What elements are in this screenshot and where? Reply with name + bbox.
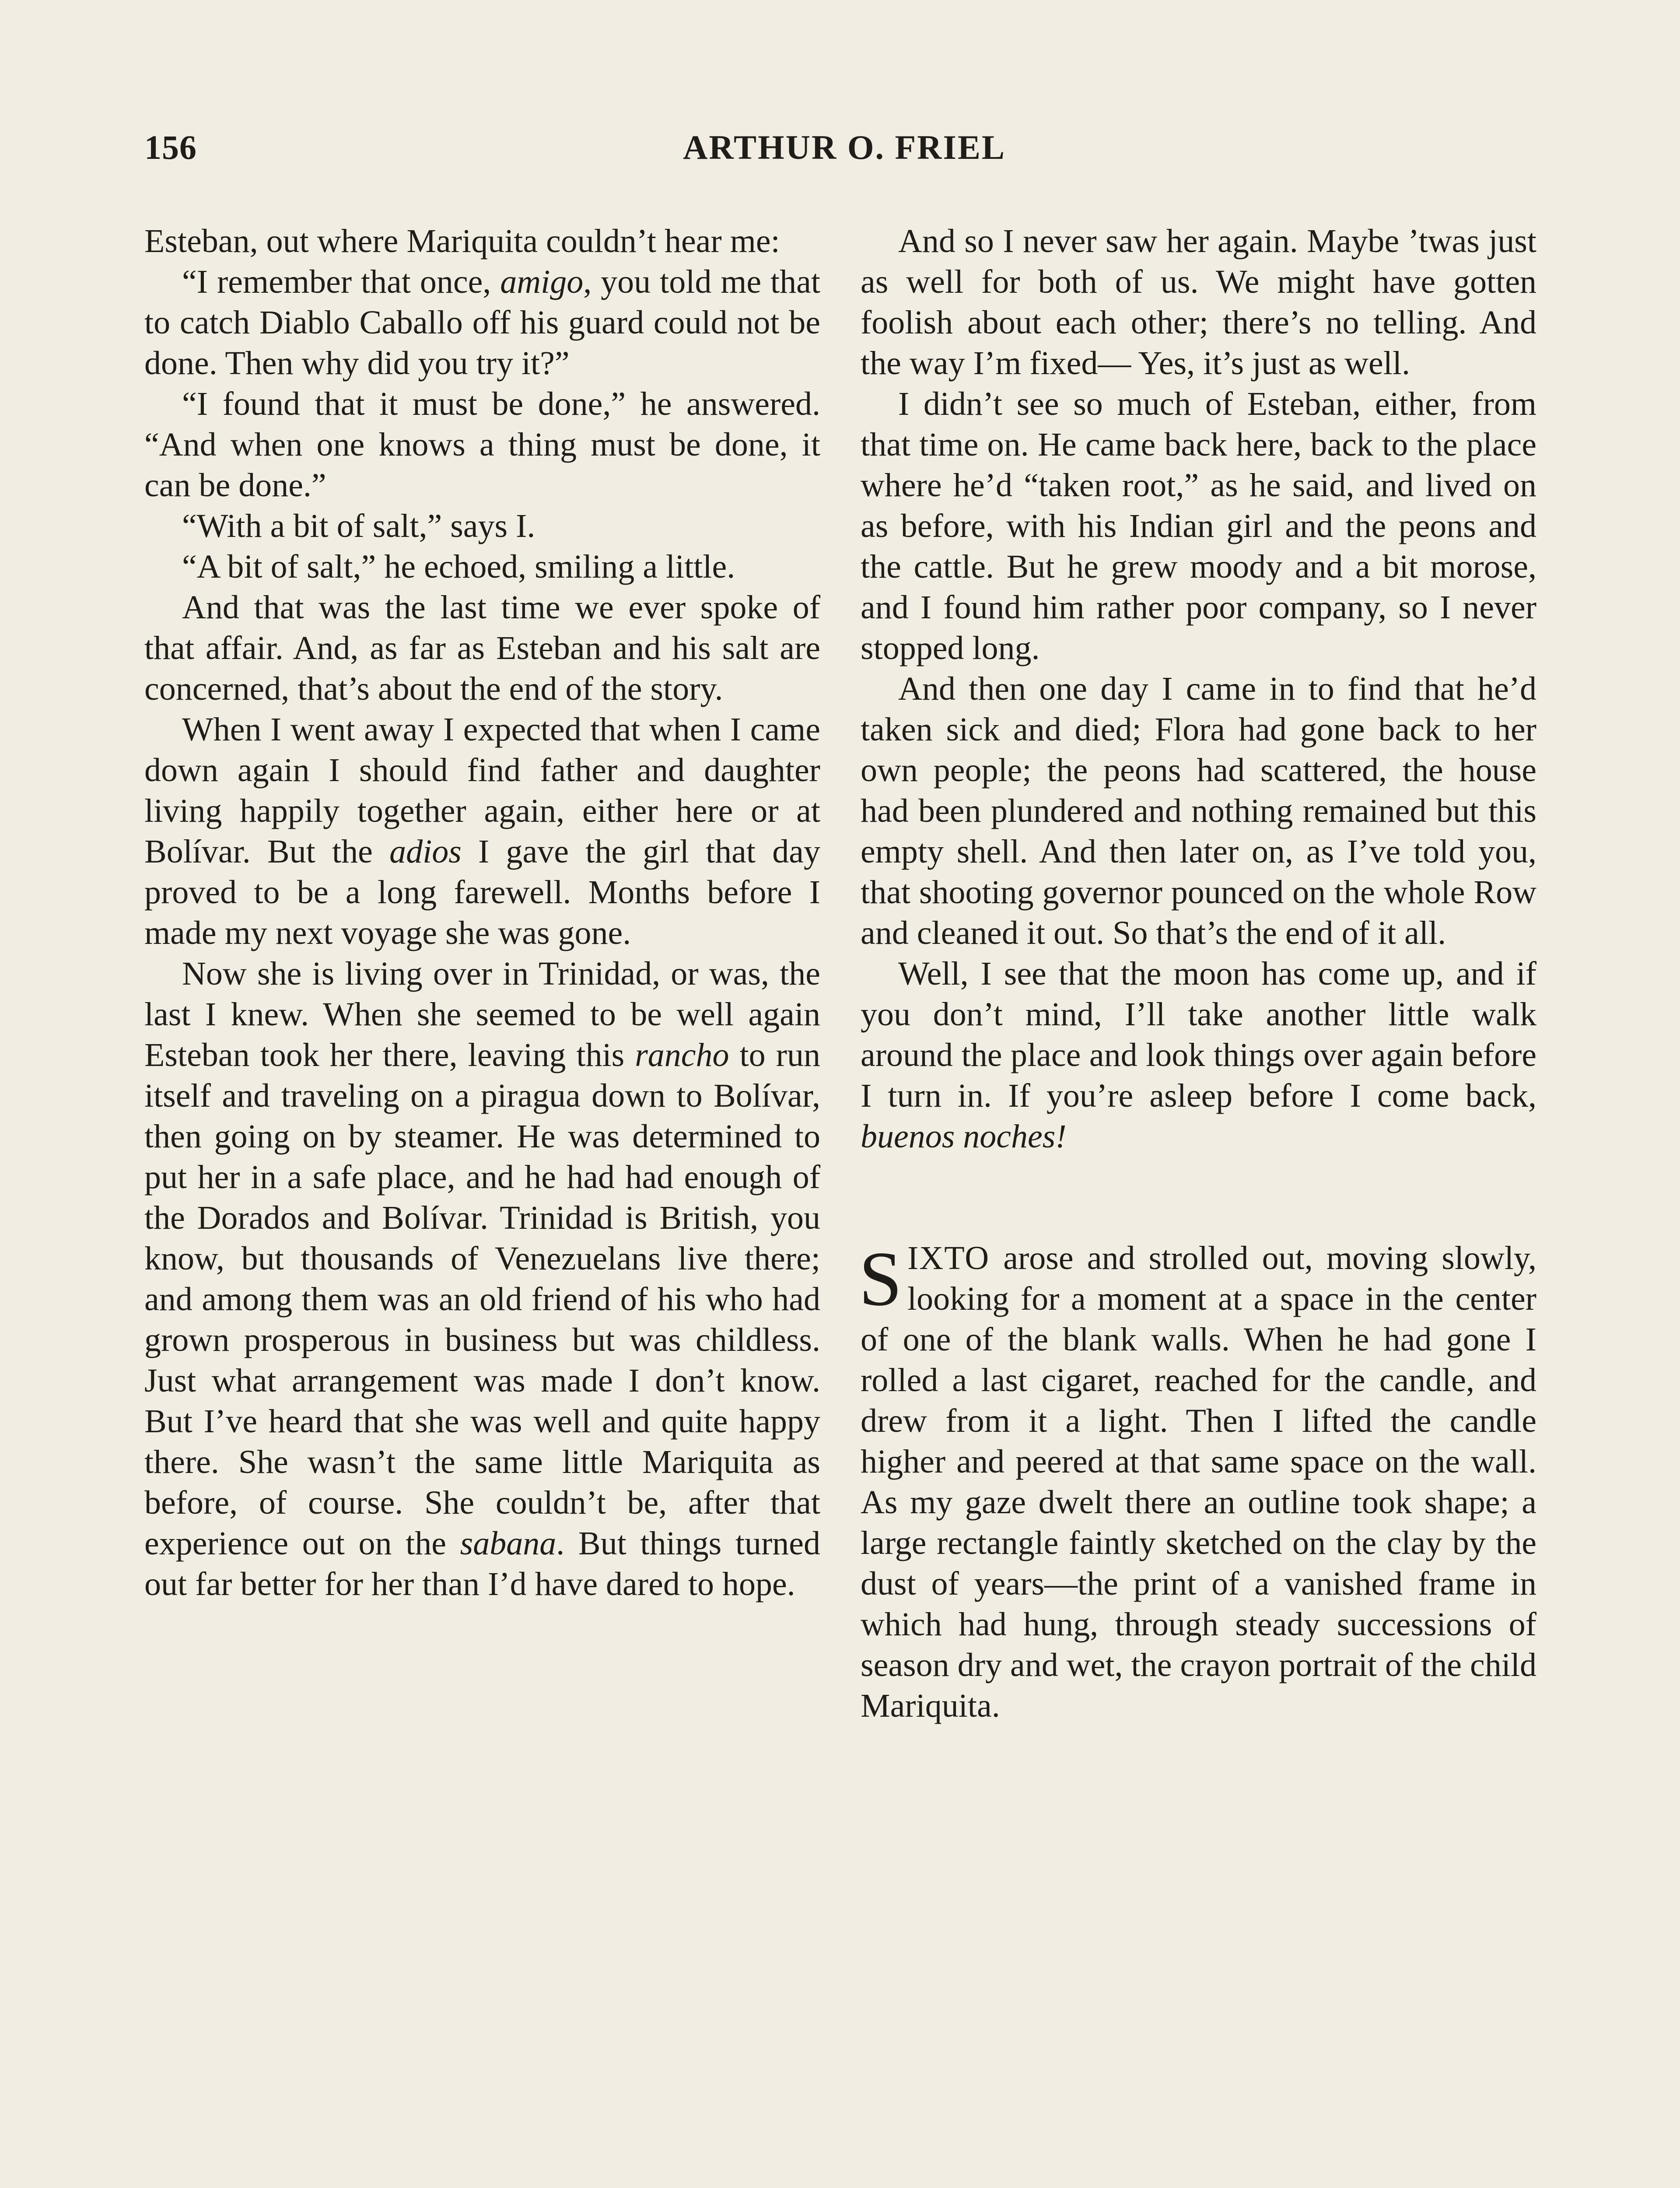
text-run: Now she is living over in Trinidad, or was, the last I knew. When she seemed to be well again Esteban took her there, leaving this xyxy=(144,955,820,1073)
page-header xyxy=(144,128,1544,180)
section-break xyxy=(861,1157,1536,1238)
italic-text: rancho xyxy=(635,1037,729,1073)
text-run: When I went away I expected that when I came down again I should find father and daughter living happily together again, either here or at Bolívar. But the xyxy=(144,711,820,870)
paragraph: “A bit of salt,” he echoed, smiling a little. xyxy=(182,548,735,585)
text-run: “I remember that once, xyxy=(182,263,500,300)
running-head: ARTHUR O. FRIEL xyxy=(683,128,1006,166)
paragraph: And then one day I came in to find that he’d taken sick and died; Flora had gone back to her own people; the peons had scattered, the house had been plundered and nothing remained but this empty shell. And then later on, as I’ve told you, that shooting governor pounced on the whole Row and cleaned it out. So that’s the end of it all. xyxy=(861,670,1536,951)
italic-text: adios xyxy=(389,833,462,870)
paragraph: I didn’t see so much of Esteban, either, from that time on. He came back here, back to the place where he’d “taken root,” as he said, and lived on as before, with his Indian girl and the peons and the cattle. But he grew moody and a bit morose, and I found him rather poor company, so I never stopped long. xyxy=(861,386,1536,666)
right-column xyxy=(861,221,1536,1726)
closing-paragraph xyxy=(859,1235,1536,1726)
drop-cap: S xyxy=(859,1235,902,1322)
italic-text: amigo xyxy=(500,263,584,300)
closing-text: arose and strolled out, moving slowly, looking for a moment at a space in the center of one of the blank walls. When he had gone I rolled a last cigaret, reached for the candle, and drew from it a light. Then I lifted the candle higher and peered at that same space on the wall. As my gaze dwelt there an outline took shape; a large rectangle faintly sketched on the clay by the dust of years—the print of a vanished frame in which had hung, through steady successions of season dry and wet, the crayon portrait of the child Mariquita. xyxy=(861,1240,1536,1724)
paragraph: And that was the last time we ever spoke of that affair. And, as far as Esteban and his salt are concerned, that’s about the end of the story. xyxy=(144,589,820,707)
text-run: to run itself and traveling on a piragua down to Bolívar, then going on by steamer. He was determined to put her in a safe place, and he had had enough of the Dorados and Bolívar. Trinidad is British, you know, but thousands of Venezuelans live there; and among them was an old friend of his who had grown prosperous in business but was childless. Just what arrangement was made I don’t know. But I’ve heard that she was well and quite happy there. She wasn’t the same little Mariquita as before, of course. She couldn’t be, after that experience out on the xyxy=(144,1037,820,1562)
paragraph xyxy=(144,262,820,384)
text-run: , you told me that to catch Diablo Caballo off his guard could not be done. Then why did you try it?” xyxy=(144,263,820,382)
paragraph xyxy=(144,954,820,1605)
paragraph xyxy=(144,709,820,954)
italic-text: sabana xyxy=(460,1525,556,1562)
paragraph xyxy=(861,954,1536,1157)
left-column xyxy=(144,221,820,1605)
italic-text: buenos noches! xyxy=(861,1118,1067,1155)
right-column-paragraphs xyxy=(861,221,1536,1157)
paragraph: And so I never saw her again. Maybe ’twas just as well for both of us. We might have gotten foolish about each other; there’s no telling. And the way I’m fixed— Yes, it’s just as well. xyxy=(861,223,1536,382)
text-run: Well, I see that the moon has come up, and if you don’t mind, I’ll take another little walk around the place and look things over again before I turn in. If you’re asleep before I come back, xyxy=(861,955,1536,1114)
text-run: . But things turned out far better for her than I’d have dared to hope. xyxy=(144,1525,820,1602)
paragraph: Esteban, out where Mariquita couldn’t hear me: xyxy=(144,223,780,259)
paragraph: “With a bit of salt,” says I. xyxy=(182,508,536,544)
paragraph: “I found that it must be done,” he answered. “And when one knows a thing must be done, it can be done.” xyxy=(144,386,820,504)
page-number: 156 xyxy=(144,128,197,166)
text-run: I gave the girl that day proved to be a long farewell. Months before I made my next voyage she was gone. xyxy=(144,833,820,951)
lead-in: IXTO xyxy=(907,1240,990,1276)
